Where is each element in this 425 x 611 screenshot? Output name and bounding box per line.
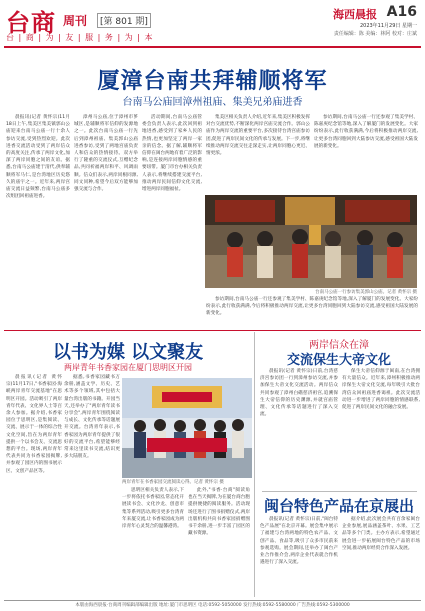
brand-title: 台商	[6, 8, 56, 37]
lead-column-4: 集美区相关负责人介绍,近年来,集美区积极发挥对台交流优势,不断深化两岸宫庙交流合作。郭山公庙作为两岸交流的重要平台,多次接待台湾宫庙参访团,促进了两岸民间文化的传承与发展。下一步,将继续推动两岸交流交往走深走实,让两岸同胞心更近、情更浓。	[206, 115, 310, 157]
masthead	[0, 0, 425, 48]
article4-column-1: 晨报讯(记者 黄怀宗)日前,"闽台特色产品展"在北京开幕。展会集中展示了福建与台湾两地的特色农产品、文创产品、食品等,吸引了众多市民前来参观选购。展会期间,还举办了闽台产业合作推介会,两岸企业代表就合作机遇进行了深入交流。	[260, 517, 338, 566]
article2-column-2: 据悉,书香家园藏书万余册,涵盖文学、历史、艺术等多个领域,其中包括大量台湾出版的书籍。开园当天,还举办了"两岸青年读书分享会",两岸青年围绕阅读与成长、文化传承等话题展开交流。台湾青年表示,书香家园为两岸青年提供了很好的交流平台,希望能够经常来这里读书交流,结识更多大陆朋友。	[64, 375, 120, 460]
article2-headline: 以书为媒 以文聚友	[52, 342, 204, 363]
editor-credits: 责任编辑：陈 美编：林阿 校对：庄斌	[333, 31, 417, 37]
article3-kicker: 两岸信众在漳	[309, 340, 369, 351]
lead-column-3: 活动期间,台南马公庙管委会负责人表示,此次回到祖地进香,感受到了家乡人民的热情,也更加坚定了两岸一家亲的信念。据了解,辅顺将军信仰在闽台两地有着广泛的影响,是连接两岸同胞情感的重要纽带。厦门市台办相关负责人表示,将继续搭建交流平台,推动两岸民间信仰文化交流,增进两岸同胞福祉。	[142, 115, 202, 193]
issue-number: [第 801 期]	[97, 13, 151, 28]
article2-photo-caption: 两岸青年在书香家园交流阅读心得。记者 黄怀宗 摄	[122, 480, 224, 485]
lead-column-2: 漳州马公庙,位于漳州市芗城区,是辅顺将军信仰的发源地之一。此次台南马公庙一行先后到漳州祖庙、集美郭山公庙进香参访,受到了两地宫庙负责人和信众的热情接待。双方举行了隆重的交流仪式,互赠纪念品,共同祈福两岸和平、风调雨顺。信众们表示,两岸同根同源,同文同种,希望今后双方能够加强交流与合作。	[74, 115, 138, 193]
lead-headline: 厦漳台南共拜辅顺将军	[97, 69, 328, 94]
header-rule	[4, 46, 421, 48]
column-divider	[254, 332, 255, 597]
book-home-photo	[122, 378, 252, 478]
lead-photo-caption: 台南马公庙一行参访集美郭山公庙。记者 黄怀宗 摄	[315, 290, 417, 295]
temple-ceremony-photo	[205, 195, 417, 288]
lead-column-5: 参访期间,台南马公庙一行还参观了集美学村、陈嘉庚纪念馆等地,深入了解厦门的发展变化。大家纷纷表示,此行收获满满,今后将积极推动两岸交流,让更多台湾同胞回到大陆参访交流,感受祖国大陆发展的新变化。	[314, 115, 418, 149]
article2-column-4: 此外,"书香·台商"阅读角也在当天揭牌,为在厦台商台胞提供便捷的阅读服务。活动现场还进行了图书捐赠仪式,两岸出版机构共向书香家园捐赠图书千余册,进一步丰富了园区的藏书资源。	[188, 488, 250, 537]
article2-column-3: 思明区相关负责人表示,下一步将依托书香家园,常态化开展读书会、文化沙龙、创意市集等系列活动,吸引更多台湾青年来厦交流,让书香家园成为两岸青年心灵契合的温馨港湾。	[122, 488, 184, 530]
article3-headline: 交流保生大帝文化	[286, 353, 391, 368]
slogan: 台 | 商 | 为 | 友 | 服 | 务 | 为 | 本	[6, 33, 154, 42]
article4-headline: 闽台特色产品在京展出	[263, 497, 414, 515]
article2-column-1: 晨报讯(记者 黄怀宗)11月17日,"书香家园·海峡两岸青年交流基地"在思明区开园。活动吸引了两岸青年代表、文化界人士等百余人参加。据介绍,书香家园位于思明区,是集阅读、交流、展示于一体的综合性文化空间,旨在为两岸青年提供一个以书会友、交流思想的平台。现场,两岸青年代表共同为书香家园揭牌,并参观了园区内的图书展示区、文创产品区等。	[6, 375, 62, 474]
page-footer: 本版由海西晨报·台商周刊编辑部编辑出版 地址:厦门市思明区 电话:0592-5050000 发行热线:0592-5580000 广告热线:0592-5300000	[4, 600, 421, 608]
issue-date: 2023年11月29日 星期一	[359, 23, 417, 29]
article2-subheadline: 两岸青年书香家园在厦门思明区开园	[64, 363, 192, 372]
article4-column-2: 据介绍,此次展会共有百余家闽台企业参展,展品涵盖茶叶、水果、工艺品等多个门类。主办方表示,希望通过展会进一步拓展闽台特色产品的市场空间,推动两岸经贸合作深入发展。	[342, 517, 420, 551]
article3-column-2: 保生大帝信仰源于闽南,在台湾拥有大量信众。近年来,漳州积极推动两岸保生大帝文化交流,每年吸引大批台湾信众回祖庙进香谒祖。此次交流活动进一步增进了两岸同胞的情感联系,促进了两岸民间文化的融合发展。	[342, 369, 420, 411]
weekly-label: 周刊	[63, 14, 88, 28]
article3-column-1: 晨报讯(记者 黄怀宗)日前,台湾慈济宫参访团一行到漳州参访交流,并参加保生大帝文化交流活动。两岸信众共同参观了漳州白礁慈济祖宫,追溯保生大帝信仰的历史渊源,并就宫庙管理、文化传承等话题进行了深入交流。	[260, 369, 338, 418]
lead-column-1: 晨报讯(记者 黄怀宗)11月18日上午,集美区集美镇郭山公庙迎来台南马公庙一行十余人参访交流,受到热烈欢迎。此次进香交流活动受到了两岸信众的高度关注,传承了两岸文化,加深了两岸同胞之间的友谊。据悉,台南马公庙建于清代,供奉辅顺将军马仁,是台湾地区历史悠久的庙宇之一。近年来,两岸宫庙交流日益频繁,台南马公庙多次组团回祖庙进香。	[6, 115, 70, 200]
page-number: A16	[386, 4, 417, 20]
paper-name: 海西晨报	[333, 8, 377, 21]
lead-subheadline: 台南马公庙回漳州祖庙、集美兄弟庙进香	[122, 97, 303, 108]
section-divider	[4, 330, 421, 331]
article4-rule	[262, 491, 417, 492]
lead-column-6: 参访期间,台南马公庙一行还参观了集美学村、陈嘉庚纪念馆等地,深入了解厦门的发展变化。大家纷纷表示,此行收获满满,今后将积极推动两岸交流,让更多台湾同胞回到大陆参访交流,感受祖国大陆发展的新变化。	[206, 297, 418, 317]
